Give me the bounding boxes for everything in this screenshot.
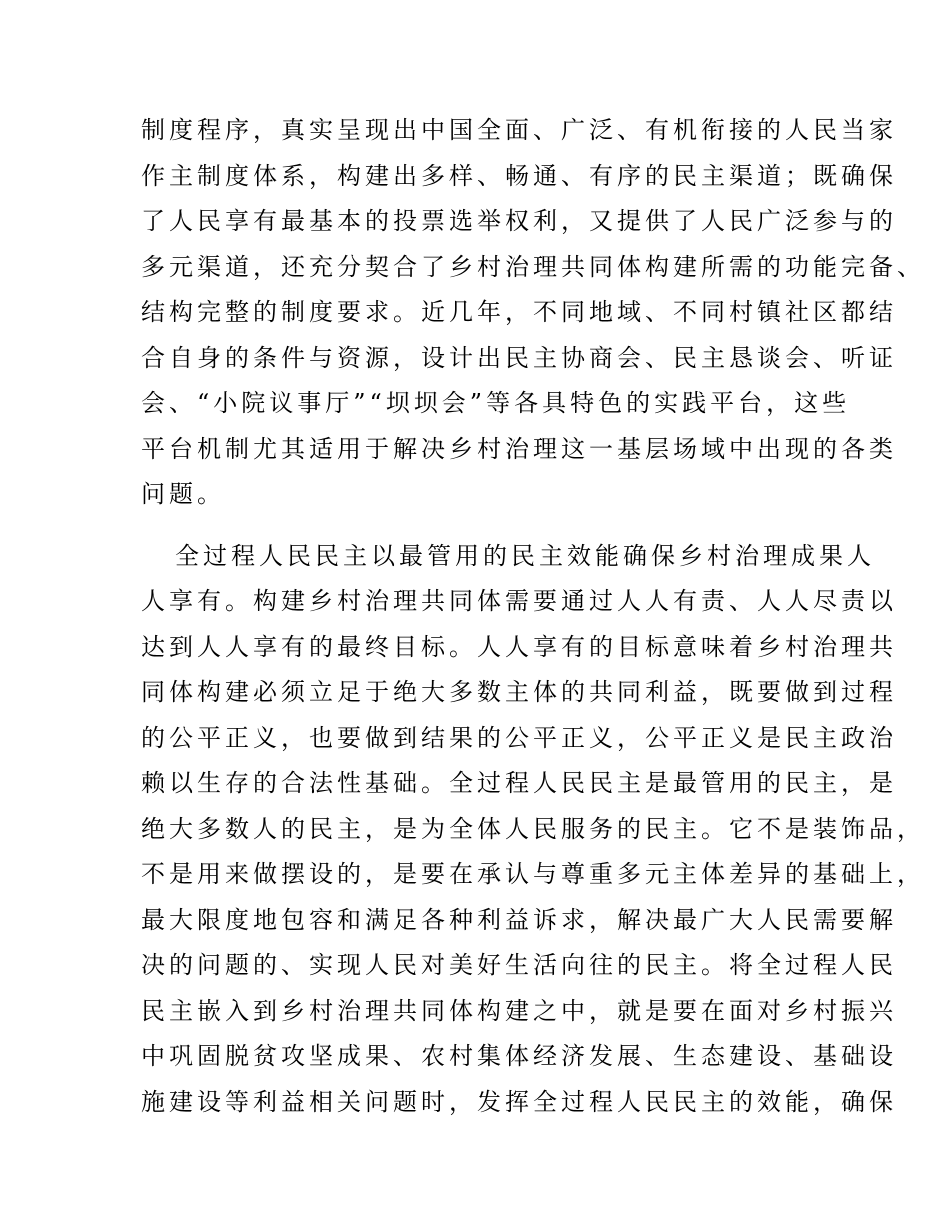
text-line: 结构完整的制度要求。近几年，不同地域、不同村镇社区都结 <box>141 298 897 326</box>
text-line: 问题。 <box>141 480 225 508</box>
text-line: 平台机制尤其适用于解决乡村治理这一基层场域中出现的各类 <box>141 434 897 463</box>
text-line: 制度程序，真实呈现出中国全面、广泛、有机衔接的人民当家 <box>141 116 897 144</box>
text-line: 民主嵌入到乡村治理共同体构建之中，就是要在面对乡村振兴 <box>141 996 897 1025</box>
text-line: 不是用来做摆设的，是要在承认与尊重多元主体差异的基础上， <box>141 860 925 888</box>
text-line: 作主制度体系，构建出多样、畅通、有序的民主渠道；既确保 <box>141 161 897 190</box>
text-line: 会、“小院议事厅”“坝坝会”等各具特色的实践平台，这些 <box>141 389 851 417</box>
text-line: 同体构建必须立足于绝大多数主体的共同利益，既要做到过程 <box>141 678 897 706</box>
text-line: 人享有。构建乡村治理共同体需要通过人人有责、人人尽责以 <box>141 587 897 615</box>
text-line: 多元渠道，还充分契合了乡村治理共同体构建所需的功能完备、 <box>141 252 925 281</box>
text-line: 的公平正义，也要做到结果的公平正义，公平正义是民主政治 <box>141 723 897 752</box>
text-line: 施建设等利益相关问题时，发挥全过程人民民主的效能，确保 <box>141 1087 897 1116</box>
text-line: 达到人人享有的最终目标。人人享有的目标意味着乡村治理共 <box>141 632 897 661</box>
text-line-first: 全过程人民民主以最管用的民主效能确保乡村治理成果人 <box>175 541 875 570</box>
text-line: 最大限度地包容和满足各种利益诉求，解决最广大人民需要解 <box>141 905 897 934</box>
text-line: 合自身的条件与资源，设计出民主协商会、民主恳谈会、听证 <box>141 343 897 372</box>
paragraph-2 <box>141 534 925 1126</box>
text-line: 了人民享有最基本的投票选举权利，又提供了人民广泛参与的 <box>141 207 897 235</box>
document-page <box>141 108 925 1125</box>
text-line: 绝大多数人的民主，是为全体人民服务的民主。它不是装饰品， <box>141 814 925 843</box>
paragraph-1 <box>141 108 925 518</box>
text-line: 赖以生存的合法性基础。全过程人民民主是最管用的民主，是 <box>141 769 897 797</box>
text-line: 决的问题的、实现人民对美好生活向往的民主。将全过程人民 <box>141 951 897 979</box>
text-line: 中巩固脱贫攻坚成果、农村集体经济发展、生态建设、基础设 <box>141 1042 897 1070</box>
